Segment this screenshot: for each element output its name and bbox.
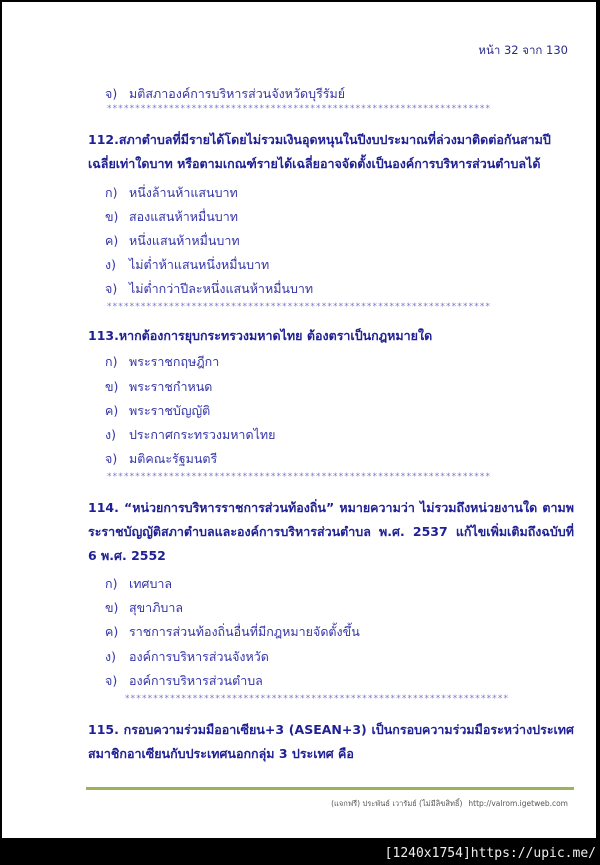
footer-credit [331, 798, 568, 810]
option-text: มติคณะรัฐมนตรี [129, 451, 218, 466]
option-text: องค์การบริหารส่วนจังหวัด [129, 649, 269, 664]
option-text: หนึ่งแสนห้าหมื่นบาท [129, 233, 240, 248]
option-label: ง) [105, 257, 116, 272]
option-text: สุขาภิบาล [129, 600, 184, 615]
option-label: ค) [105, 403, 119, 418]
option-item [105, 255, 269, 275]
option-text: พระราชกฤษฎีกา [129, 354, 220, 369]
option-text: องค์การบริหารส่วนตำบล [129, 673, 263, 688]
option-label: จ) [105, 281, 118, 296]
option-item [105, 671, 263, 691]
option-text: เทศบาล [129, 576, 173, 591]
image-watermark: [1240x1754]https://upic.me/ [384, 846, 596, 861]
option-item [105, 449, 217, 469]
question-115: 115. กรอบความร่วมมืออาเซียน+3 (ASEAN+3) เป็นกรอบความร่วมมือระหว่างประเทศสมาชิกอาเซียนกับประเทศนอกกลุ่ม 3 ประเทศ คือ [88, 722, 574, 761]
option-item [105, 279, 313, 299]
option-text: พระราชกำหนด [129, 379, 213, 394]
option-label: ก) [105, 576, 118, 591]
option-text: หนึ่งล้านห้าแสนบาท [129, 185, 238, 200]
option-label: จ) [105, 673, 118, 688]
option-label: จ) [105, 86, 118, 101]
option-text: ไม่ต่ำกว่าปีละหนึ่งแสนห้าหมื่นบาท [129, 281, 314, 296]
option-text: ไม่ต่ำห้าแสนหนึ่งหมื่นบาท [129, 257, 270, 272]
page-number: หน้า 32 จาก 130 [478, 43, 568, 57]
option-text: สองแสนห้าหมื่นบาท [129, 209, 238, 224]
footer-rule [86, 787, 574, 790]
option-label: จ) [105, 451, 118, 466]
option-text: ราชการส่วนท้องถิ่นอื่นที่มีกฎหมายจัดตั้งขึ้น [129, 624, 360, 639]
question-114: 114. “หน่วยการบริหารราชการส่วนท้องถิ่น” หมายความว่า ไม่รวมถึงหน่วยงานใด ตามพระราชบัญญัติสภาตำบลและองค์การบริหารส่วนตำบล พ.ศ. 2537 แก้ไขเพิ่มเติมถึงฉบับที่ 6 พ.ศ. 2552 [88, 500, 574, 563]
option-label: ข) [105, 600, 119, 615]
option-label: ค) [105, 233, 119, 248]
separator-line: ******************************************************************** [107, 104, 492, 114]
option-item [105, 183, 238, 203]
separator-line: ******************************************************************** [107, 472, 492, 482]
option-item [105, 574, 172, 594]
option-item [105, 84, 345, 104]
option-item [105, 352, 219, 372]
option-item [105, 425, 275, 445]
option-item [105, 598, 183, 618]
question-112: 112.สภาตำบลที่มีรายได้โดยไม่รวมเงินอุดหนุนในปีงบประมาณที่ล่วงมาติดต่อกันสามปีเฉลี่ยเท่าใดบาท หรือตามเกณฑ์รายได้เฉลี่ยอาจจัดตั้งเป็นองค์การบริหารส่วนตำบลได้ [88, 132, 551, 171]
option-item [105, 231, 240, 251]
footer-url[interactable]: http://valrom.igetweb.com [468, 799, 568, 808]
option-item [105, 622, 360, 642]
option-label: ก) [105, 354, 118, 369]
option-item [105, 401, 210, 421]
option-text: ประกาศกระทรวงมหาดไทย [129, 427, 276, 442]
option-label: ข) [105, 209, 119, 224]
option-label: ง) [105, 427, 116, 442]
option-item [105, 377, 212, 397]
document-page [2, 2, 596, 838]
separator-line: ******************************************************************** [107, 302, 492, 312]
option-text: มติสภาองค์การบริหารส่วนจังหวัดบุรีรัมย์ [129, 86, 346, 101]
option-item [105, 647, 269, 667]
option-item [105, 207, 238, 227]
option-label: ก) [105, 185, 118, 200]
footer-author: (แจกฟรี) ประพันธ์ เวารัมย์ (ไม่มีลิขสิทธิ์) [331, 799, 463, 808]
separator-line: ******************************************************************** [125, 694, 510, 704]
option-label: ง) [105, 649, 116, 664]
option-label: ข) [105, 379, 119, 394]
option-text: พระราชบัญญัติ [129, 403, 211, 418]
option-label: ค) [105, 624, 119, 639]
question-113: 113.หากต้องการยุบกระทรวงมหาดไทย ต้องตราเป็นกฎหมายใด [88, 328, 433, 343]
